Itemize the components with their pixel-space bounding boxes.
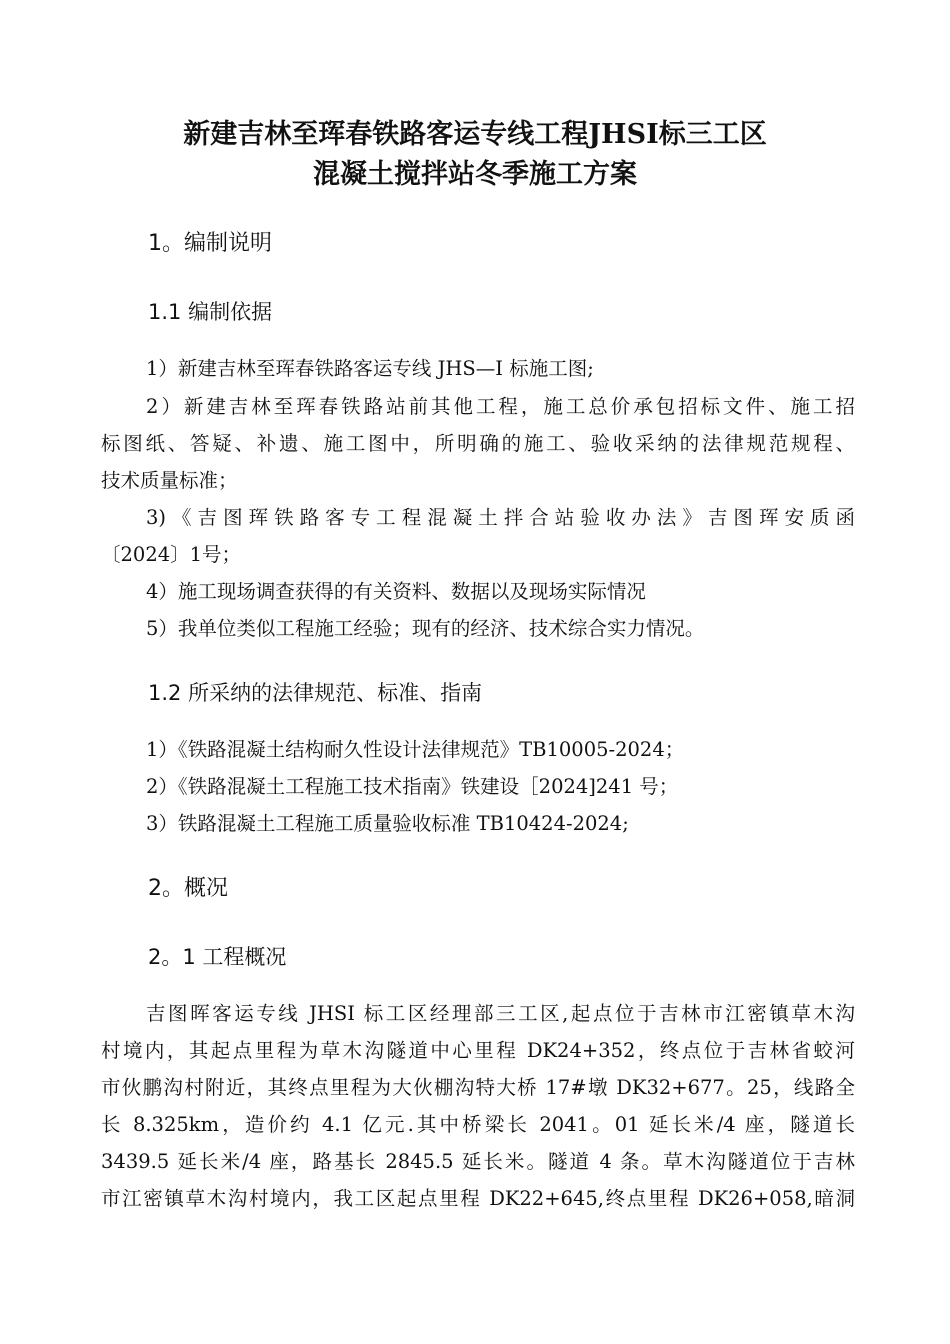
standard-item-1: 1）《铁路混凝土结构耐久性设计法律规范》TB10005-2024； — [146, 738, 685, 761]
basis-item-1: 1）新建吉林至珲春铁路客运专线 JHS—I 标施工图; — [146, 357, 594, 380]
basis-item-3-cont: 〔2024〕1号； — [101, 543, 242, 566]
overview-line-3: 市伙鹏沟村附近，其终点里程为大伙棚沟特大桥 17#墩 DK32+677。25，线路全 — [101, 1076, 855, 1099]
overview-line-4: 长 8.325km，造价约 4.1 亿元.其中桥梁长 2041。01 延长米/4 座，隧道长 — [101, 1113, 855, 1136]
basis-item-4: 4）施工现场调查获得的有关资料、数据以及现场实际情况 — [146, 580, 646, 603]
document-title-line-1: 新建吉林至珲春铁路客运专线工程JHSI标三工区 — [183, 119, 767, 150]
standard-item-3: 3）铁路混凝土工程施工质量验收标准 TB10424-2024; — [146, 812, 629, 835]
section-1-1-heading: 1.1 编制依据 — [148, 300, 273, 324]
standard-item-2: 2）《铁路混凝土工程施工技术指南》铁建设［2024]241 号； — [146, 775, 679, 798]
section-1-2-heading: 1.2 所采纳的法律规范、标准、指南 — [148, 681, 483, 705]
overview-line-6: 市江密镇草木沟村境内，我工区起点里程 DK22+645,终点里程 DK26+058,暗洞 — [101, 1187, 855, 1210]
basis-item-3: 3)《吉图珲铁路客专工程混凝土拌合站验收办法》吉图珲安质函 — [146, 506, 855, 529]
overview-line-5: 3439.5 延长米/4 座，路基长 2845.5 延长米。隧道 4 条。草木沟隧道位于吉林 — [101, 1150, 855, 1173]
basis-item-5: 5）我单位类似工程施工经验；现有的经济、技术综合实力情况。 — [146, 617, 705, 640]
basis-item-2-cont-2: 技术质量标准； — [101, 469, 238, 492]
section-1-heading: 1。编制说明 — [148, 231, 272, 256]
overview-line-2: 村境内，其起点里程为草木沟隧道中心里程 DK24+352，终点位于吉林省蛟河 — [101, 1039, 855, 1062]
basis-item-2: 2）新建吉林至珲春铁路站前其他工程，施工总价承包招标文件、施工招 — [146, 395, 855, 418]
basis-item-2-cont: 标图纸、答疑、补遗、施工图中，所明确的施工、验收采纳的法律规范规程、 — [101, 432, 855, 455]
overview-line-1: 吉图晖客运专线 JHSI 标工区经理部三工区,起点位于吉林市江密镇草木沟 — [146, 1002, 855, 1025]
section-2-1-heading: 2。1 工程概况 — [148, 945, 287, 969]
document-title-line-2: 混凝土搅拌站冬季施工方案 — [313, 159, 637, 190]
section-2-heading: 2。概况 — [148, 876, 228, 901]
